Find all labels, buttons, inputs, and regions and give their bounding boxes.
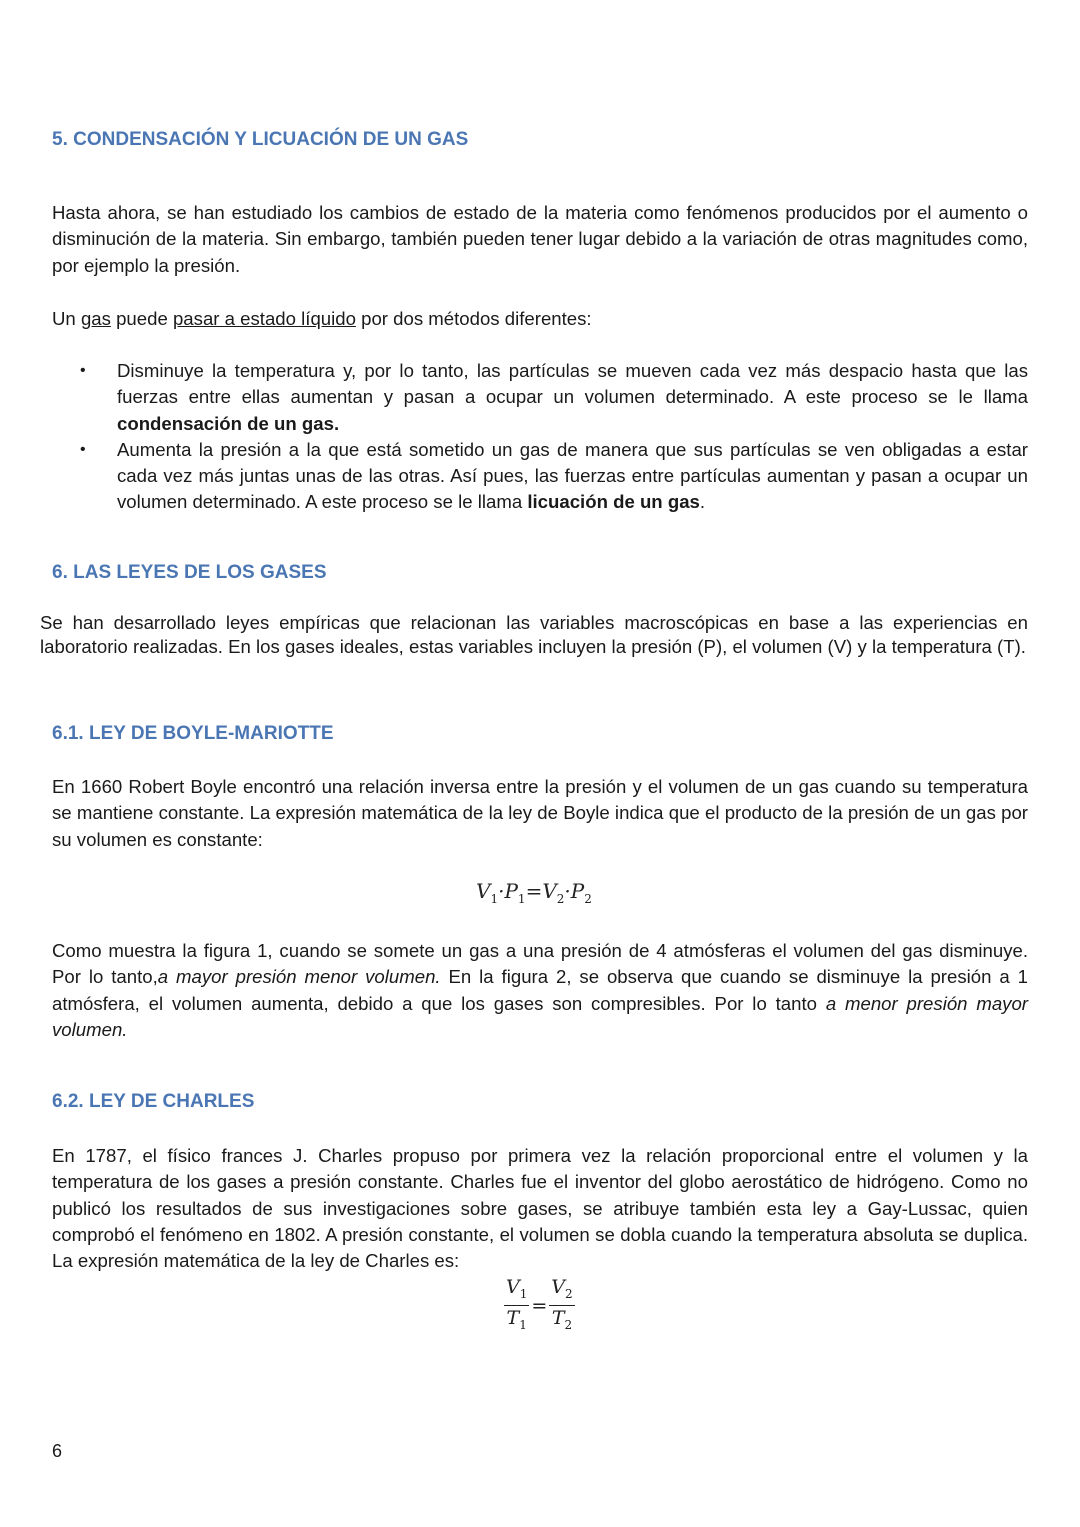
boyle-explanation: Como muestra la figura 1, cuando se somete un gas a una presión de 4 atmósferas el volumen del gas disminuye. Por lo tanto,a mayor presión menor volumen. En la figura 2, se observa que cuando se disminuye la presión a 1 atmósfera, el volumen aumenta, debido a que los gases son compresibles. Por lo tanto a menor presión mayor volumen.	[52, 940, 1028, 1040]
section-5-intro: Hasta ahora, se han estudiado los cambios de estado de la materia como fenómenos producidos por el aumento o disminución de la materia. Sin embargo, también pueden tener lugar debido a la variación de otras magnitudes como, por ejemplo la presión.	[52, 202, 1028, 276]
section-6-2-heading: 6.2. LEY DE CHARLES	[52, 1091, 255, 1112]
section-6-heading: 6. LAS LEYES DE LOS GASES	[52, 562, 327, 583]
gas-underlined: gas	[80, 308, 111, 329]
bullet-icon: •	[80, 362, 86, 379]
page-number: 6	[52, 1441, 63, 1461]
section-5-methods-line: Un gas puede pasar a estado líquido por dos métodos diferentes:	[52, 308, 592, 329]
liquid-state-underlined: pasar a estado líquido	[172, 308, 356, 329]
charles-text: En 1787, el físico frances J. Charles propuso por primera vez la relación proporcional entre el volumen y la temperatura de los gases a presión constante. Charles fue el inventor del globo aerostático de hidrógeno. Como no publicó los resultados de sus investigaciones sobre gases, se atribuye también esta ley a Gay-Lussac, quien comprobó el fenómeno en 1802. A presión constante, el volumen se dobla cuando la temperatura absoluta se duplica. La expresión matemática de la ley de Charles es:	[52, 1145, 1028, 1272]
liquefaction-term: licuación de un gas	[527, 491, 700, 513]
fraction-v2-t2: $\frac{V_2}{T_2}$	[551, 1276, 573, 1332]
condensation-term: condensación de un gas.	[117, 412, 340, 434]
list-item: • Aumenta la presión a la que está sometido un gas de manera que sus partículas se ven obligadas a estar cada vez más juntas unas de las otras. Así pues, las fuerzas entre partículas aumentan y pasan a ocupar un volumen determinado. A este proceso se le llama licuación de un gas.	[80, 438, 1028, 513]
boyle-formula: $V_1\cdot P_1=V_2\cdot P_2$	[476, 879, 592, 906]
charles-formula: $\frac{V_1}{T_1}$ = $\frac{V_2}{T_2}$	[504, 1276, 575, 1337]
boyle-text: En 1660 Robert Boyle encontró una relación inversa entre la presión y el volumen de un gas cuando su temperatura se mantiene constante. La expresión matemática de la ley de Boyle indica que el producto de la presión de un gas por su volumen es constante:	[52, 776, 1028, 850]
section-6-1-heading: 6.1. LEY DE BOYLE-MARIOTTE	[52, 723, 334, 744]
section-6-intro: Se han desarrollado leyes empíricas que relacionan las variables macroscópicas en base a las experiencias en laboratorio realizadas. En los gases ideales, estas variables incluyen la presión (P), el volumen (V) y la temperatura (T).	[40, 612, 1028, 657]
methods-list	[52, 358, 1028, 516]
list-item: • Disminuye la temperatura y, por lo tanto, las partículas se mueven cada vez más despacio hasta que las fuerzas entre ellas aumentan y pasan a ocupar un volumen determinado. A este proceso se le llama condensación de un gas.	[80, 360, 1028, 434]
fraction-v1-t1: $\frac{V_1}{T_1}$	[506, 1276, 528, 1332]
bullet-icon: •	[80, 440, 86, 458]
section-5-heading: 5. CONDENSACIÓN Y LICUACIÓN DE UN GAS	[52, 129, 469, 150]
